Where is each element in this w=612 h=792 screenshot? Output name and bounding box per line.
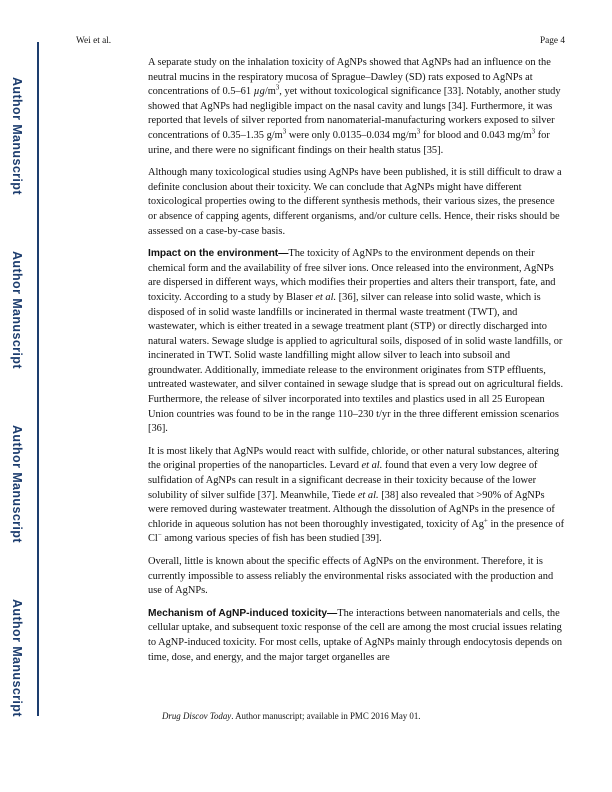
footer-journal-name: Drug Discov Today xyxy=(162,711,232,721)
paragraph: It is most likely that AgNPs would react with sulfide, chloride, or other natural substances, altering the original properties of the nanoparticles. Levard et al. found that even a very low degree of sulfidation of AgNPs can result in a significant decrease in their toxicity because of the lower solubility of silver sulfide [37]. Meanwhile, Tiede et al. [38] also revealed that >90% of AgNPs were removed during wastewater treatment. Although the dissolution of AgNPs in the presence of chloride in aqueous solution has not been thoroughly investigated, toxicity of Ag+ in the presence of Cl− among various species of fish has been studied [39]. xyxy=(148,445,565,545)
section-heading: Mechanism of AgNP-induced toxicity— xyxy=(148,607,338,619)
watermark-rule xyxy=(37,42,39,716)
section-heading: Impact on the environment— xyxy=(148,248,289,260)
header-citation: Wei et al. xyxy=(76,36,112,46)
author-manuscript-watermark: Author Manuscript xyxy=(10,599,24,717)
footer-citation xyxy=(162,711,421,721)
author-manuscript-watermark: Author Manuscript xyxy=(10,77,24,195)
paragraph: Mechanism of AgNP-induced toxicity—The interactions between nanomaterials and cells, the cellular uptake, and subsequent toxic response of the cell are among the most crucial issues relating to AgNP-induced toxicity. For most cells, uptake of AgNPs mainly through endocytosis depends on time, dose, and energy, and the major target organelles are xyxy=(148,607,563,663)
header-page-number: Page 4 xyxy=(539,36,565,46)
running-header xyxy=(76,36,565,46)
paragraph: Impact on the environment—The toxicity of AgNPs to the environment depends on their chemical form and the availability of free silver ions. Once released into the environment, AgNPs are dispersed in different ways, which modifies their properties and alters their transport, fate, and toxicity. According to a study by Blaser et al. [36], silver can release into solid waste, which is disposed of in solid waste landfills or incinerated in thermal waste treatment (TWT), and wastewater, which is either treated in a sewage treatment plant (STP) or directly discharged into natural waters. Sewage sludge is applied to agricultural soils, disposed of in solid waste landfills, or incinerated in TWT. Solid waste landfilling might allow silver to leach into subsoil and groundwater. Additionally, immediate release to the environment originates from STP effluents, untreated wastewater, and silver contained in sewage sludge that is spread out on agricultural fields. Furthermore, the release of silver incorporated into textiles and plastics used in all 25 European Union countries was found to be in the range 110–230 t/yr in the three different emission scenarios [36]. xyxy=(148,248,564,435)
paragraph: A separate study on the inhalation toxicity of AgNPs showed that AgNPs had an influence on the neutral mucins in the respiratory mucosa of Sprague–Dawley (SD) rats exposed to AgNPs at concentrations of 0.5–61 $\mu g/m^3$, yet without toxicological significance [33]. Notably, another study showed that AgNPs had negligible impact on the nasal cavity and lungs [34]. Furthermore, it was reported that levels of silver reported from nanomaterial-manufacturing workers exposed to silver concentrations of 0.35–1.35 $g/m^3$ were only 0.0135–0.034 $mg/m^3$ for blood and 0.043 $mg/m^3$ for urine, and there were no significant findings on their health status [35]. xyxy=(148,57,561,156)
author-manuscript-watermark: Author Manuscript xyxy=(10,251,24,369)
body-text xyxy=(148,56,565,673)
author-manuscript-watermark: Author Manuscript xyxy=(10,425,24,543)
paragraph: Although many toxicological studies using AgNPs have been published, it is still difficult to draw a definite conclusion about their toxicity. We can conclude that AgNPs might have different toxicological properties owing to the different synthesis methods, their various sizes, the presence or absence of capping agents, different organisms, and/or culture cells. Hence, their risks should be assessed on a case-by-case basis. xyxy=(148,167,562,237)
paragraph: Overall, little is known about the specific effects of AgNPs on the environment. Therefore, it is currently impossible to assess reliably the environmental risks associated with the production and use of AgNPs. xyxy=(148,556,554,597)
footer-citation-rest: . Author manuscript; available in PMC 2016 May 01. xyxy=(231,711,421,721)
